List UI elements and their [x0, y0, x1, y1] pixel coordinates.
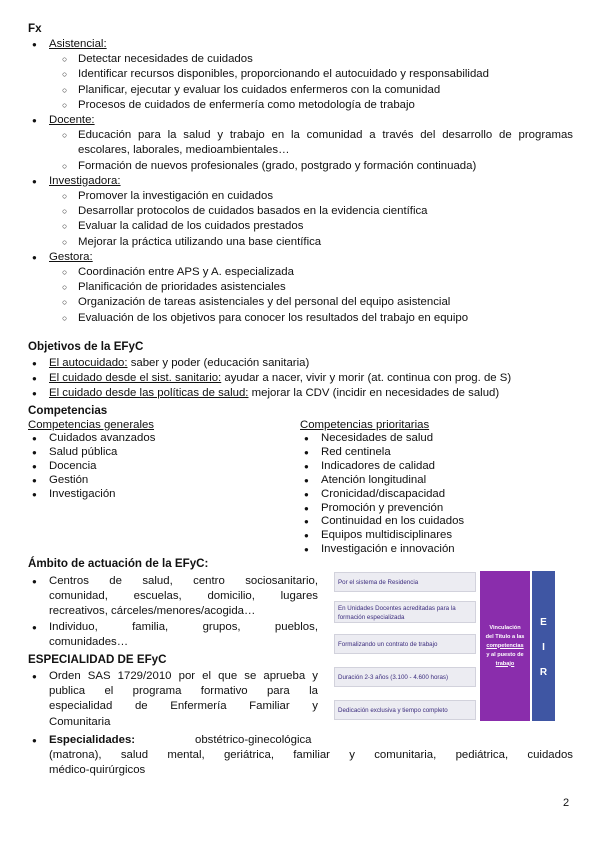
- objetivo-text: mejorar la CDV (incidir en necesidades de salud): [248, 387, 500, 400]
- list-item: ● Necesidades de salud: [300, 432, 570, 446]
- list-item: ○ Planificación de prioridades asistenciales: [49, 280, 573, 295]
- text-line: y al puesto de: [486, 651, 524, 658]
- objetivo-text: ayudar a nacer, vivir y morir (at. continua con prog. de S): [221, 372, 512, 385]
- fx-docente: [28, 113, 573, 174]
- competencias-generales: [28, 418, 288, 502]
- list-item: [28, 386, 573, 401]
- list-item: ● Atención longitudinal: [300, 474, 570, 488]
- list-item: ○ Identificar recursos disponibles, proporcionando el autocuidado y responsabilidad: [49, 67, 573, 82]
- text-line: Comunitaria: [49, 715, 111, 728]
- fx-label: Investigadora:: [49, 174, 121, 187]
- figure-box: Duración 2-3 años (3.100 - 4.600 horas): [334, 667, 476, 687]
- objetivos-heading: Objetivos de la EFyC: [28, 340, 144, 353]
- list-item: ○ Desarrollar protocolos de cuidados basados en la evidencia científica: [49, 204, 573, 219]
- text-line: del Título a las: [485, 633, 525, 640]
- text-line: ● Individuo, familia, grupos, pueblos,: [49, 620, 318, 633]
- list-item: ○ Procesos de cuidados de enfermería como metodología de trabajo: [49, 98, 573, 113]
- eir-panel: [532, 571, 555, 721]
- especialidad-text: obstétrico-ginecológica: [195, 734, 312, 746]
- especialidades-label: Especialidades:: [49, 734, 136, 746]
- text-line: competencias: [486, 642, 524, 649]
- text-line: (matrona), salud mental, geriátrica, familiar y comunitaria, pediátrica, cuidados: [49, 749, 573, 762]
- competencias-prioritarias: [300, 418, 570, 557]
- figure-box: Dedicación exclusiva y tiempo completo: [334, 700, 476, 720]
- list-item: ○ Detectar necesidades de cuidados: [49, 52, 573, 67]
- text-line: publica el programa formativo para la: [49, 685, 318, 698]
- text-line: trabajo: [495, 660, 515, 667]
- text-line: ● Centros de salud, centro sociosanitario,: [49, 575, 318, 587]
- text-line: recreativos, cárceles/menores/acogida…: [49, 605, 256, 618]
- figure-box: En Unidades Docentes acreditadas para la formación especializada: [334, 601, 476, 623]
- list-item: ● Gestión: [28, 474, 288, 488]
- fx-gestora: [28, 250, 573, 326]
- objetivo-label: El cuidado desde las políticas de salud:: [49, 387, 249, 400]
- eir-figure: [334, 571, 555, 721]
- list-item: ● Continuidad en los cuidados: [300, 515, 570, 529]
- list-item: ○ Educación para la salud y trabajo en la comunidad a través del desarrollo de programas escolares, laborales, medioambientales…: [49, 128, 573, 158]
- competencias-generales-title: Competencias generales: [28, 419, 155, 431]
- figure-box: Formalizando un contrato de trabajo: [334, 634, 476, 654]
- fx-label: Gestora:: [49, 250, 93, 263]
- ambito-list: [28, 574, 318, 650]
- competencias-prioritarias-title: Competencias prioritarias: [300, 419, 430, 431]
- text-line: ● Orden SAS 1729/2010 por el que se aprueba y: [49, 670, 318, 682]
- ambito-heading: Ámbito de actuación de la EFyC:: [28, 557, 209, 570]
- eir-letter: E: [540, 617, 547, 628]
- list-item: ○ Planificar, ejecutar y evaluar los cuidados enfermeros con la comunidad: [49, 83, 573, 98]
- fx-list: [28, 37, 573, 326]
- competencias-heading: Competencias: [28, 404, 108, 417]
- text-line: Vinculación: [489, 624, 521, 631]
- objetivo-text: saber y poder (educación sanitaria): [127, 357, 310, 369]
- section-title-fx: Fx: [28, 22, 42, 35]
- fx-investigadora: [28, 174, 573, 250]
- list-item: ○ Organización de tareas asistenciales y del personal del equipo asistencial: [49, 295, 573, 310]
- eir-letter: I: [542, 642, 545, 653]
- list-item: ● Indicadores de calidad: [300, 460, 570, 474]
- list-item: ○ Formación de nuevos profesionales (grado, postgrado y formación continuada): [49, 159, 573, 174]
- list-item: [28, 669, 318, 730]
- fx-label: Docente:: [49, 114, 95, 127]
- text-line: comunidades…: [49, 635, 129, 648]
- vinculacion-panel: [480, 571, 530, 721]
- list-item: ● Investigación e innovación: [300, 543, 570, 557]
- list-item: [28, 620, 318, 650]
- list-item: ○ Coordinación entre APS y A. especializada: [49, 265, 573, 280]
- list-item: ○ Evaluar la calidad de los cuidados prestados: [49, 219, 573, 234]
- objetivos-list: [28, 356, 573, 402]
- especialidades-block: [28, 733, 573, 779]
- list-item: ● Cuidados avanzados: [28, 432, 288, 446]
- fx-label: Asistencial:: [49, 38, 107, 50]
- objetivo-label: El cuidado desde el sist. sanitario:: [49, 372, 222, 385]
- list-item: ○ Promover la investigación en cuidados: [49, 189, 573, 204]
- bullet-icon: ●: [32, 736, 37, 745]
- list-item: ● Cronicidad/discapacidad: [300, 488, 570, 502]
- objetivo-label: El autocuidado:: [49, 357, 128, 369]
- list-item: [28, 356, 573, 371]
- list-item: [28, 371, 573, 386]
- text-line: médico-quirúrgicos: [49, 764, 146, 777]
- especialidad-heading: ESPECIALIDAD DE EFyC: [28, 653, 167, 666]
- text-line: especialidad de Enfermería Familiar y: [49, 700, 318, 713]
- list-item: ● Promoción y prevención: [300, 502, 570, 516]
- list-item: ● Equipos multidisciplinares: [300, 529, 570, 543]
- text-line: comunidad, escuelas, domicilio, lugares: [49, 590, 318, 603]
- list-item: ○ Evaluación de los objetivos para conocer los resultados del trabajo en equipo: [49, 311, 573, 326]
- figure-box: Por el sistema de Residencia: [334, 572, 476, 592]
- list-item: [28, 574, 318, 620]
- fx-asistencial: [28, 37, 573, 113]
- especialidad-list: [28, 669, 318, 730]
- eir-letter: R: [539, 667, 548, 678]
- list-item: ● Docencia: [28, 460, 288, 474]
- list-item: ● Salud pública: [28, 446, 288, 460]
- list-item: ● Red centinela: [300, 446, 570, 460]
- list-item: ● Investigación: [28, 488, 288, 502]
- page-number: 2: [563, 797, 570, 809]
- list-item: ○ Mejorar la práctica utilizando una base científica: [49, 235, 573, 250]
